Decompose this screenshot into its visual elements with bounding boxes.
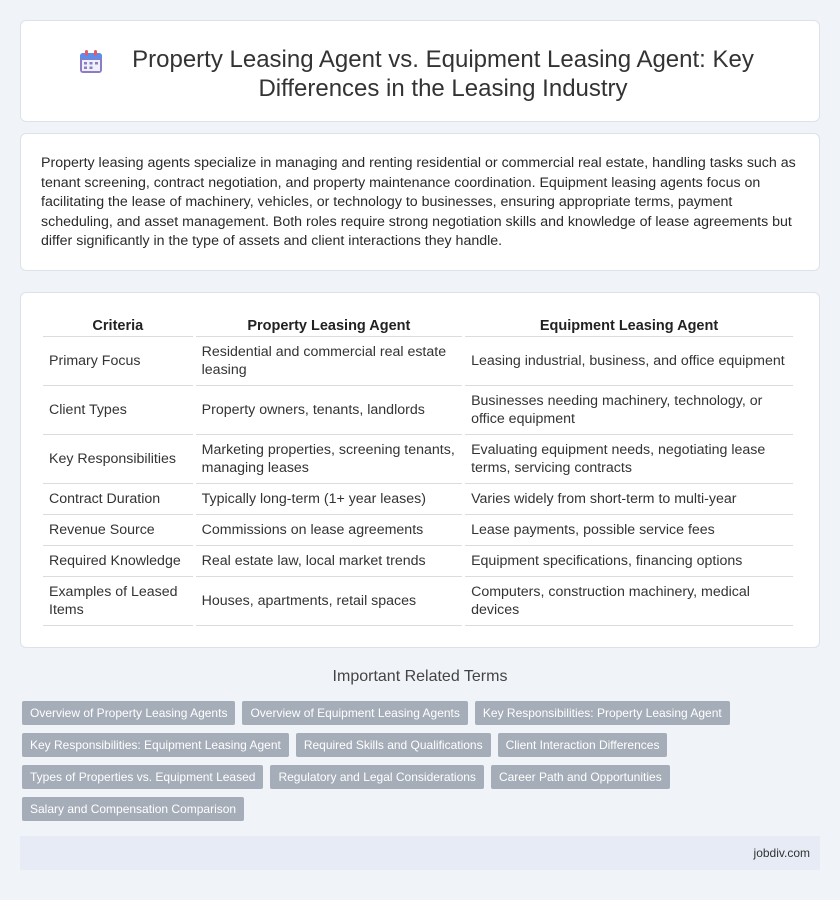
table-cell: Property owners, tenants, landlords	[196, 386, 462, 435]
related-term-tag[interactable]: Career Path and Opportunities	[491, 765, 670, 789]
table-cell: Computers, construction machinery, medical devices	[465, 577, 793, 626]
table-row	[43, 515, 793, 546]
related-terms-tags	[22, 701, 822, 829]
table-cell: Lease payments, possible service fees	[465, 515, 793, 546]
table-cell: Houses, apartments, retail spaces	[196, 577, 462, 626]
table-row	[43, 435, 793, 484]
table-cell: Residential and commercial real estate leasing	[196, 337, 462, 386]
comparison-table	[40, 313, 796, 626]
related-term-tag[interactable]: Types of Properties vs. Equipment Leased	[22, 765, 263, 789]
related-term-tag[interactable]: Regulatory and Legal Considerations	[270, 765, 483, 789]
related-term-tag[interactable]: Key Responsibilities: Property Leasing Agent	[475, 701, 730, 725]
table-row	[43, 577, 793, 626]
table-cell: Primary Focus	[43, 337, 193, 386]
table-row	[43, 386, 793, 435]
table-cell: Leasing industrial, business, and office equipment	[465, 337, 793, 386]
table-row	[43, 337, 793, 386]
table-cell: Client Types	[43, 386, 193, 435]
table-cell: Marketing properties, screening tenants, managing leases	[196, 435, 462, 484]
footer	[20, 836, 820, 870]
table-cell: Equipment specifications, financing options	[465, 546, 793, 577]
comparison-table-card	[20, 292, 820, 648]
title-card	[20, 20, 820, 122]
table-cell: Key Responsibilities	[43, 435, 193, 484]
related-terms-heading: Important Related Terms	[332, 668, 508, 685]
related-term-tag[interactable]: Salary and Compensation Comparison	[22, 797, 244, 821]
page-title: Property Leasing Agent vs. Equipment Leasing Agent: Key Differences in the Leasing Industry	[132, 46, 754, 102]
related-term-tag[interactable]: Overview of Equipment Leasing Agents	[242, 701, 467, 725]
table-cell: Evaluating equipment needs, negotiating lease terms, servicing contracts	[465, 435, 793, 484]
intro-card	[20, 133, 820, 271]
table-cell: Businesses needing machinery, technology, or office equipment	[465, 386, 793, 435]
intro-paragraph: Property leasing agents specialize in managing and renting residential or commercial real estate, handling tasks such as tenant screening, contract negotiation, and property maintenance coordination. Equipment leasing agents focus on facilitating the lease of machinery, vehicles, or technology to businesses, ensuring appropriate terms, payment scheduling, and asset management. Both roles require strong negotiation skills and knowledge of lease agreements but differ significantly in the type of assets and client interactions they handle.	[41, 155, 796, 249]
related-term-tag[interactable]: Required Skills and Qualifications	[296, 733, 491, 757]
table-cell: Revenue Source	[43, 515, 193, 546]
table-header-row	[43, 313, 793, 337]
header-property-agent: Property Leasing Agent	[196, 313, 462, 337]
related-term-tag[interactable]: Overview of Property Leasing Agents	[22, 701, 235, 725]
table-cell: Real estate law, local market trends	[196, 546, 462, 577]
related-term-tag[interactable]: Client Interaction Differences	[498, 733, 668, 757]
calendar-icon	[77, 48, 105, 76]
footer-site-link[interactable]: jobdiv.com	[753, 846, 810, 860]
table-cell: Required Knowledge	[43, 546, 193, 577]
header-criteria: Criteria	[43, 313, 193, 337]
table-cell: Varies widely from short-term to multi-year	[465, 484, 793, 515]
table-cell: Examples of Leased Items	[43, 577, 193, 626]
table-cell: Contract Duration	[43, 484, 193, 515]
table-row	[43, 546, 793, 577]
table-cell: Commissions on lease agreements	[196, 515, 462, 546]
related-term-tag[interactable]: Key Responsibilities: Equipment Leasing Agent	[22, 733, 289, 757]
header-equipment-agent: Equipment Leasing Agent	[465, 313, 793, 337]
table-cell: Typically long-term (1+ year leases)	[196, 484, 462, 515]
table-row	[43, 484, 793, 515]
